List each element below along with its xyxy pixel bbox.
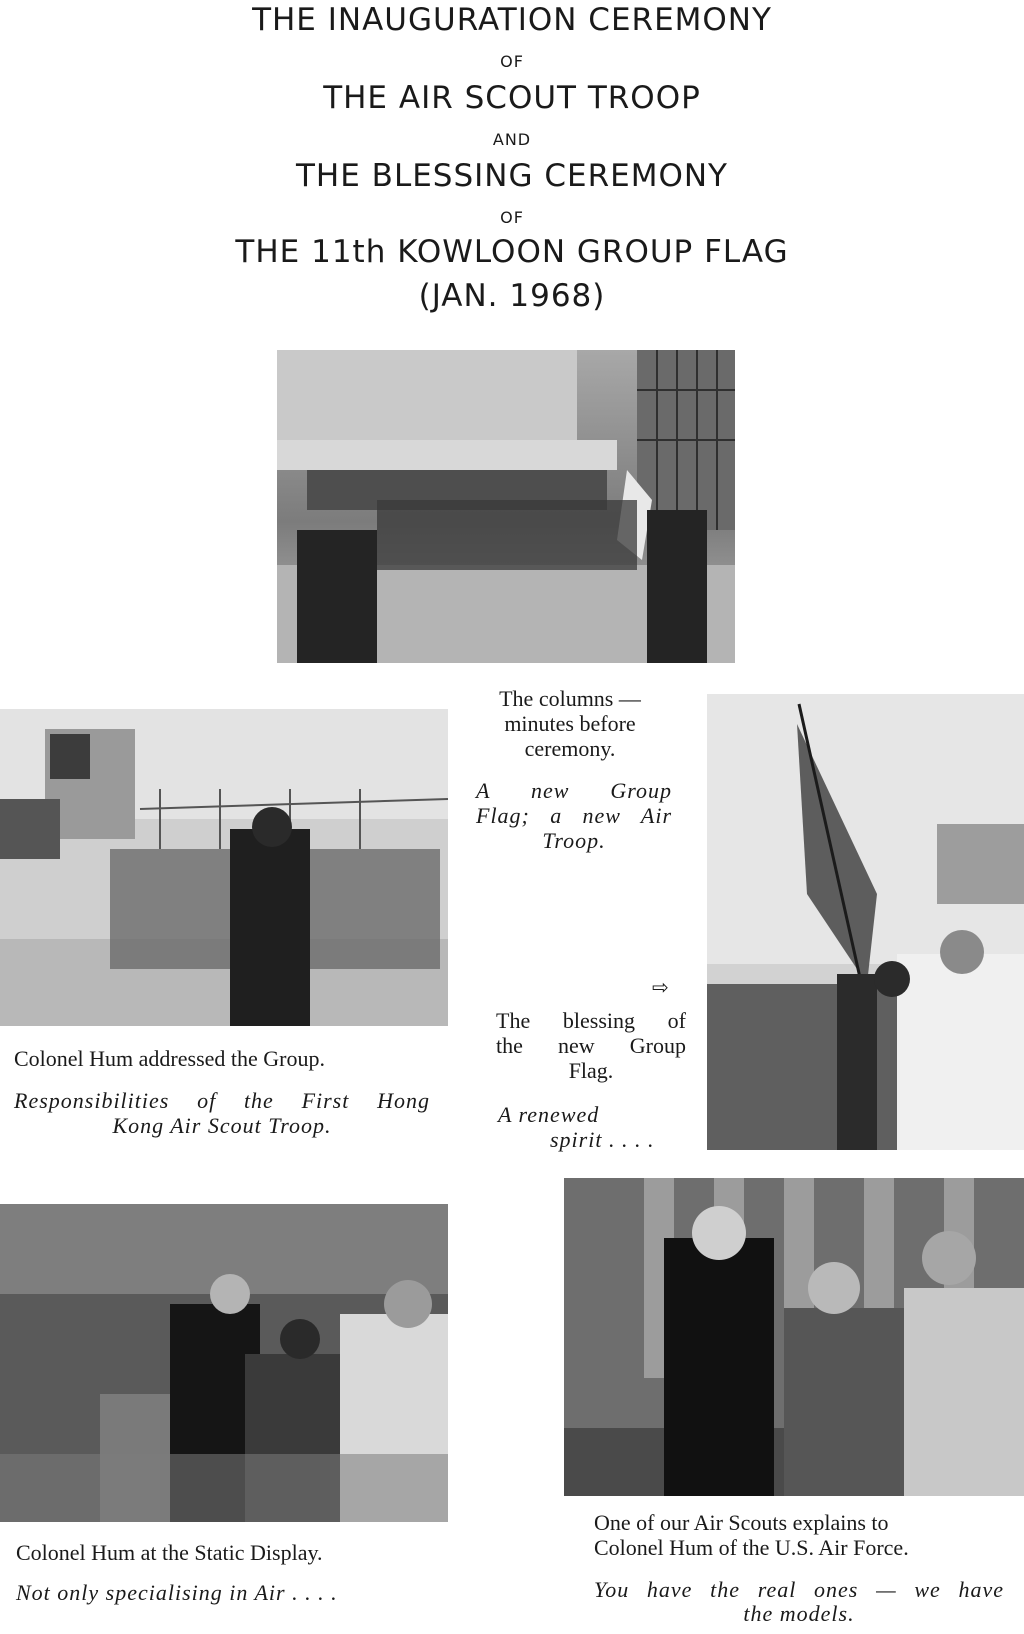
caption-static-display: Colonel Hum at the Static Display. bbox=[16, 1540, 323, 1565]
title-line-4: THE 11th KOWLOON GROUP FLAG bbox=[235, 234, 789, 270]
title-date: (JAN. 1968) bbox=[418, 278, 606, 314]
caption-not-only: Not only specialising in Air . . . . bbox=[16, 1580, 338, 1605]
caption-columns-line-3: ceremony. bbox=[524, 736, 616, 761]
caption-explains-line-1: One of our Air Scouts explains to bbox=[594, 1510, 889, 1535]
photo-static-display bbox=[0, 1204, 448, 1522]
caption-models bbox=[594, 1578, 1004, 1626]
caption-blessing bbox=[496, 1008, 686, 1083]
caption-blessing-line-1: The blessing of bbox=[496, 1008, 686, 1033]
title-of-1: OF bbox=[500, 52, 524, 71]
caption-columns-line-2: minutes before bbox=[504, 711, 636, 736]
photo-columns-image bbox=[277, 350, 735, 663]
photo-air-scout-models bbox=[564, 1178, 1024, 1496]
photo-air-scout-models-image bbox=[564, 1178, 1024, 1496]
caption-explains-line-2: Colonel Hum of the U.S. Air Force. bbox=[594, 1535, 909, 1560]
caption-new-flag-line-3: Troop. bbox=[542, 828, 606, 853]
title-and: AND bbox=[492, 130, 532, 149]
right-arrow-icon: ⇨ bbox=[652, 977, 669, 999]
caption-models-line-1: You have the real ones — we have bbox=[594, 1577, 1004, 1602]
photo-static-display-image bbox=[0, 1204, 448, 1522]
caption-renewed-line-1: A renewed bbox=[498, 1102, 600, 1127]
caption-models-line-2: the models. bbox=[743, 1601, 855, 1626]
title-line-1: THE INAUGURATION CEREMONY bbox=[252, 2, 772, 38]
caption-renewed-spirit bbox=[498, 1102, 688, 1152]
caption-blessing-line-2: the new Group bbox=[496, 1033, 686, 1058]
photo-columns bbox=[277, 350, 735, 663]
caption-addressed: Colonel Hum addressed the Group. bbox=[14, 1046, 325, 1071]
photo-flag-blessing bbox=[707, 694, 1024, 1150]
caption-columns-line-1: The columns — bbox=[499, 686, 641, 711]
caption-new-flag bbox=[476, 778, 672, 853]
caption-responsibilities-line-1: Responsibilities of the First Hong bbox=[14, 1088, 430, 1113]
title-of-2: OF bbox=[500, 208, 524, 227]
title-line-2: THE AIR SCOUT TROOP bbox=[323, 80, 701, 116]
caption-responsibilities bbox=[14, 1088, 430, 1138]
title-line-3: THE BLESSING CEREMONY bbox=[295, 158, 728, 194]
photo-colonel-address-image bbox=[0, 709, 448, 1026]
caption-renewed-line-2: spirit . . . . bbox=[550, 1127, 655, 1152]
caption-blessing-line-3: Flag. bbox=[568, 1058, 614, 1083]
photo-flag-blessing-image bbox=[707, 694, 1024, 1150]
caption-new-flag-line-2: Flag; a new Air bbox=[476, 803, 672, 828]
photo-colonel-address bbox=[0, 709, 448, 1026]
caption-columns bbox=[470, 686, 670, 761]
caption-new-flag-line-1: A new Group bbox=[476, 778, 672, 803]
caption-explains bbox=[594, 1510, 1004, 1560]
caption-responsibilities-line-2: Kong Air Scout Troop. bbox=[112, 1113, 332, 1138]
